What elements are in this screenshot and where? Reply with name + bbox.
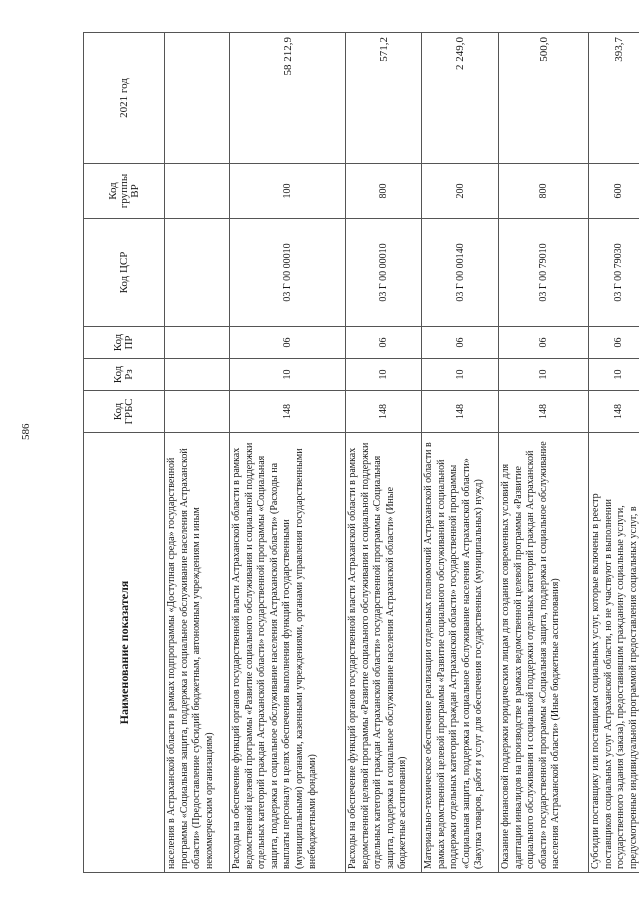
budget-table [83, 32, 639, 873]
row-vr: 800 [499, 164, 589, 219]
table-row [499, 33, 589, 873]
row-vr: 100 [230, 164, 346, 219]
page-number: 586 [20, 423, 32, 440]
row-name: населения в Астраханской области в рамках подпрограммы «Доступная среда» государственной программы «Социальная защита, поддержка и социальное обслуживание населения Астраханской области» (Предоставление субсидий бюджетным, автономным учреждениям и иным некоммерческим организациям) [165, 433, 230, 873]
row-rz: 10 [230, 359, 346, 391]
row-pr: 06 [230, 327, 346, 359]
row-csr: 03 Г 00 00010 [230, 219, 346, 327]
row-rz: 10 [422, 359, 499, 391]
row-vr: 600 [589, 164, 639, 219]
table-row [165, 33, 230, 873]
row-rz: 10 [589, 359, 639, 391]
row-grbs: 148 [346, 391, 422, 433]
header-pr: Код ПР [84, 327, 165, 359]
rotated-page-content [83, 33, 639, 873]
table-row [230, 33, 346, 873]
row-amount: 58 212,9 [230, 33, 346, 164]
row-amount: 571,2 [346, 33, 422, 164]
row-rz: 10 [499, 359, 589, 391]
row-csr: 03 Г 00 79010 [499, 219, 589, 327]
row-amount [165, 33, 230, 164]
row-name: Субсидии поставщику или поставщикам социальных услуг, которые включены в реестр поставщиков социальных услуг Астраханской области, но не участвуют в выполнении государственного задания (заказа), предоставившим гражданину социальные услуги, предусмотренные индивидуальной программой предоставления социальных услуг, в [589, 433, 639, 873]
table-header-row [84, 33, 165, 873]
table-row [346, 33, 422, 873]
row-amount: 393,7 [589, 33, 639, 164]
row-name: Материально-техническое обеспечение реализации отдельных полномочий Астраханской области в рамках ведомственной целевой программы «Развитие социального обслуживания и социальной поддержки отдельных категорий граждан Астраханской области» государственной программы «Социальная защита, поддержка и социальное обслуживание населения Астраханской области» (Закупка товаров, работ и услуг для обеспечения государственных (муниципальных) нужд) [422, 433, 499, 873]
table-row [422, 33, 499, 873]
row-vr: 200 [422, 164, 499, 219]
row-grbs: 148 [589, 391, 639, 433]
header-name: Наименование показателя [84, 433, 165, 873]
row-name: Расходы на обеспечение функций органов государственной власти Астраханской области в рамках ведомственной целевой программы «Развитие социального обслуживания и социальной поддержки отдельных категорий граждан Астраханской области» государственной программы «Социальная защита, поддержка и социальное обслуживание населения Астраханской области» (Иные бюджетные ассигнования) [346, 433, 422, 873]
row-csr: 03 Г 00 00010 [346, 219, 422, 327]
row-csr: 03 Г 00 00140 [422, 219, 499, 327]
row-vr [165, 164, 230, 219]
row-pr: 06 [346, 327, 422, 359]
row-rz [165, 359, 230, 391]
row-grbs: 148 [422, 391, 499, 433]
row-pr: 06 [589, 327, 639, 359]
row-grbs: 148 [499, 391, 589, 433]
row-name: Расходы на обеспечение функций органов государственной власти Астраханской области в рамках ведомственной целевой программы «Развитие социального обслуживания и социальной поддержки отдельных категорий граждан Астраханской области» государственной программы «Социальная защита, поддержка и социальное обслуживание населения Астраханской области» (Расходы на выплаты персоналу в целях обеспечения выполнения функций государственными (муниципальными) органами, казенными учреждениями, органами управления государственными внебюджетными фондами) [230, 433, 346, 873]
row-csr [165, 219, 230, 327]
header-vr: Код группы ВР [84, 164, 165, 219]
row-grbs [165, 391, 230, 433]
row-amount: 500,0 [499, 33, 589, 164]
row-amount: 2 249,0 [422, 33, 499, 164]
header-year: 2021 год [84, 33, 165, 164]
row-pr [165, 327, 230, 359]
row-rz: 10 [346, 359, 422, 391]
row-csr: 03 Г 00 79030 [589, 219, 639, 327]
row-pr: 06 [499, 327, 589, 359]
table-row [589, 33, 639, 873]
row-name: Оказание финансовой поддержки юридическим лицам для создания современных условий для адаптации инвалидов на производстве в рамках ведомственной целевой программы «Развитие социального обслуживания и социальной поддержки отдельных категорий граждан Астраханской области» государственной программы «Социальная защита, поддержка и социальное обслуживание населения Астраханской области» (Иные бюджетные ассигнования) [499, 433, 589, 873]
header-csr: Код ЦСР [84, 219, 165, 327]
row-grbs: 148 [230, 391, 346, 433]
header-grbs: Код ГРБС [84, 391, 165, 433]
header-rz: Код Рз [84, 359, 165, 391]
row-pr: 06 [422, 327, 499, 359]
row-vr: 800 [346, 164, 422, 219]
